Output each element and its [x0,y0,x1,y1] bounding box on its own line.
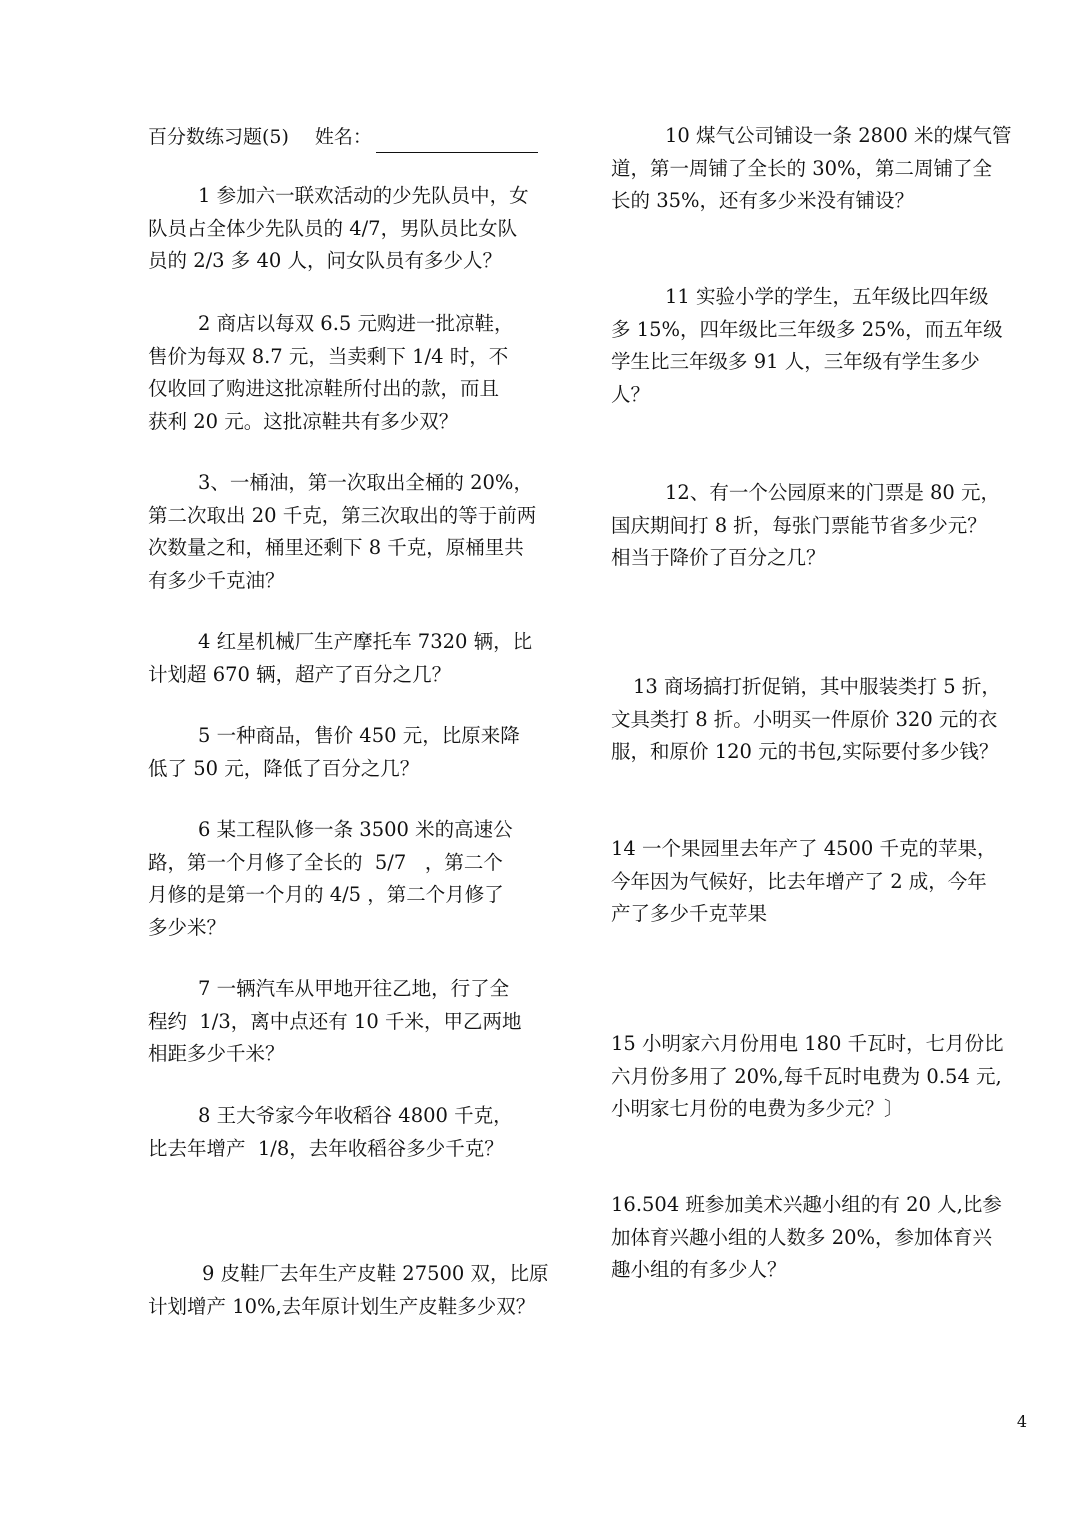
question-line: 计划增产 10%,去年原计划生产皮鞋多少双？ [148,1294,536,1318]
question-line: 国庆期间打 8 折，每张门票能节省多少元？ [611,513,987,537]
page-number: 4 [1016,1412,1027,1431]
question-8 [148,1100,578,1165]
question-line: 多 15%，四年级比三年级多 25%，而五年级 [611,317,1003,341]
question-line: 仅收回了购进这批凉鞋所付出的款，而且 [148,377,500,400]
question-line: 小明家七月份的电费为多少元？〕 [611,1097,904,1120]
question-line: 员的 2/3 多 40 人，问女队员有多少人？ [148,249,502,272]
question-line: 队员占全体少先队员的 4/7，男队员比女队 [148,216,518,240]
question-line: 服，和原价 120 元的书包,实际要付多少钱？ [611,740,999,763]
question-line: 程约 1/3，离中点还有 10 千米，甲乙两地 [148,1009,522,1033]
question-line: 文具类打 8 折。小明买一件原价 320 元的衣 [611,707,998,731]
question-line: 第二次取出 20 千克，第三次取出的等于前两 [148,503,537,527]
question-line: 产了多少千克苹果 [611,902,768,925]
question-line: 16.504 班参加美术兴趣小组的有 20 人,比参 [611,1193,1002,1216]
question-line: 道，第一周铺了全长的 30%，第二周铺了全 [611,156,993,180]
question-line: 六月份多用了 20%,每千瓦时电费为 0.54 元, [611,1064,1002,1088]
question-line: 加体育兴趣小组的人数多 20%，参加体育兴 [611,1225,993,1249]
question-15 [611,1028,1051,1126]
question-12 [611,477,1051,575]
question-line: 相当于降价了百分之几？ [611,546,826,569]
question-line: 比去年增产 1/8，去年收稻谷多少千克？ [148,1136,504,1160]
question-line: 计划超 670 辆，超产了百分之几？ [148,662,452,686]
question-6 [148,814,578,944]
worksheet-header [148,121,538,153]
question-line: 长的 35%，还有多少米没有铺设？ [611,189,915,212]
name-label: 姓名： [314,126,372,148]
worksheet-title: 百分数练习题(5) [148,126,289,148]
question-line: 低了 50 元，降低了百分之几？ [148,756,420,780]
question-1 [148,180,578,278]
question-line: 次数量之和，桶里还剩下 8 千克，原桶里共 [148,536,524,559]
question-line: 12、有一个公园原来的门票是 80 元， [665,481,1001,504]
question-line: 售价为每双 8.7 元，当卖剩下 1/4 时，不 [148,344,509,368]
question-line: 1 参加六一联欢活动的少先队员中，女 [198,184,529,207]
question-line: 路，第一个月修了全长的 5/7 ，第二个 [148,850,503,874]
question-line: 相距多少千米？ [148,1042,285,1065]
question-line: 有多少千克油？ [148,568,285,592]
question-9 [148,1258,588,1323]
question-line: 3、一桶油，第一次取出全桶的 20%， [198,471,533,494]
question-line: 8 王大爷家今年收稻谷 4800 千克， [198,1104,513,1127]
question-5 [148,720,578,785]
question-line: 学生比三年级多 91 人，三年级有学生多少 [611,350,980,373]
question-line: 11 实验小学的学生，五年级比四年级 [665,285,989,308]
question-line: 6 某工程队修一条 3500 米的高速公 [198,818,513,841]
question-14 [611,833,1051,931]
question-line: 13 商场搞打折促销，其中服装类打 5 折， [633,675,1001,698]
question-line: 今年因为气候好，比去年增产了 2 成，今年 [611,869,987,893]
question-line: 10 煤气公司铺设一条 2800 米的煤气管 [665,124,1012,147]
question-line: 5 一种商品，售价 450 元，比原来降 [198,724,520,747]
question-line: 2 商店以每双 6.5 元购进一批凉鞋， [198,312,514,335]
question-line: 7 一辆汽车从甲地开往乙地，行了全 [198,977,510,1000]
question-10 [611,120,1051,218]
question-line: 人？ [611,382,651,406]
question-3 [148,467,578,597]
question-line: 15 小明家六月份用电 180 千瓦时，七月份比 [611,1032,1004,1055]
question-4 [148,626,578,691]
question-line: 多少米？ [148,915,227,939]
question-16 [611,1189,1051,1287]
question-line: 14 一个果园里去年产了 4500 千克的苹果， [611,837,997,860]
question-13 [611,671,1051,769]
question-line: 趣小组的有多少人？ [611,1258,787,1281]
question-7 [148,973,578,1071]
question-line: 月修的是第一个月的 4/5 ，第二个月修了 [148,883,504,906]
question-line: 4 红星机械厂生产摩托车 7320 辆，比 [198,630,533,653]
question-2 [148,308,578,438]
question-line: 获利 20 元。这批凉鞋共有多少双？ [148,409,459,433]
question-11 [611,281,1051,411]
name-blank-line [376,130,538,153]
question-line: 9 皮鞋厂去年生产皮鞋 27500 双，比原 [202,1262,549,1285]
